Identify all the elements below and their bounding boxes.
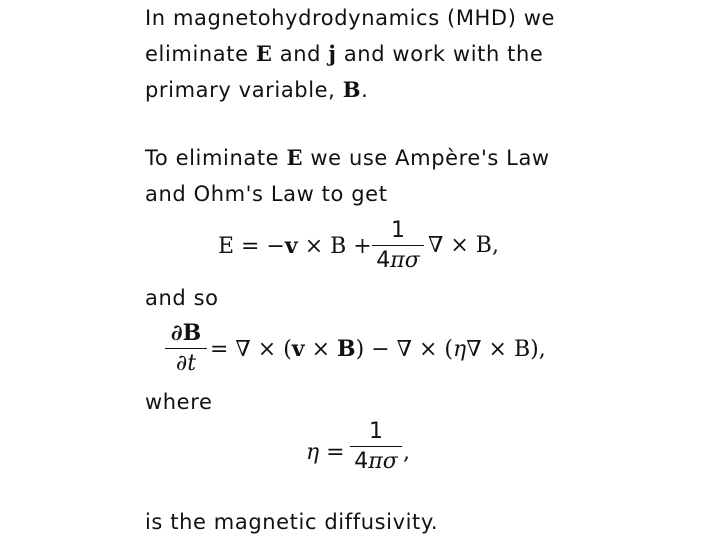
math-text: × B + [297, 234, 372, 259]
and-so-text [145, 286, 219, 310]
symbol-E-bold: E [255, 41, 273, 66]
text-span: . [361, 78, 369, 102]
fraction-numerator: 1 [369, 419, 383, 444]
math-text: E = − [218, 234, 285, 259]
equation-1-right [428, 233, 499, 258]
math-text: 4 [354, 449, 369, 475]
symbol-eta: η [306, 440, 320, 465]
closing-text [145, 510, 438, 534]
math-text: = [319, 440, 345, 465]
paragraph-1-line-2 [145, 42, 543, 66]
math-text: ∇ × B, [428, 233, 499, 258]
text-span: To eliminate [145, 146, 287, 170]
fraction-bar [165, 348, 207, 349]
fraction-bar [350, 446, 402, 447]
equation-2-fraction [165, 321, 207, 376]
math-text: ∂B [170, 320, 202, 346]
text-span: and Ohm's Law to get [145, 182, 388, 206]
text-span: and [272, 42, 329, 66]
symbol-B-bold: B [342, 77, 362, 102]
equation-3-comma [403, 440, 410, 465]
text-span: is the magnetic diffusivity. [145, 510, 439, 534]
text-span: eliminate [145, 42, 256, 66]
symbol-B-bold: B [337, 336, 356, 362]
math-text: ∇ × B), [466, 337, 546, 362]
equation-3-left [306, 440, 345, 465]
symbol-j-bold: j [328, 41, 337, 66]
math-text: ) − ∇ × ( [355, 337, 453, 362]
equation-1-left [218, 233, 372, 259]
fraction-numerator [165, 321, 207, 346]
math-text: , [403, 440, 410, 465]
math-text: πσ [390, 248, 420, 274]
math-text: 4 [376, 248, 391, 274]
where-text [145, 390, 213, 414]
fraction-bar [372, 245, 424, 246]
text-span: where [145, 390, 213, 414]
equation-1-fraction [372, 219, 424, 273]
text-span: we use Ampère's Law [303, 146, 550, 170]
paragraph-1-line-3 [145, 78, 368, 102]
fraction-denominator [372, 249, 424, 273]
paragraph-1-line-1 [145, 6, 555, 30]
symbol-eta: η [453, 337, 467, 362]
fraction-denominator: ∂t [175, 351, 197, 377]
fraction-numerator: 1 [391, 218, 405, 243]
text-span: and so [145, 286, 219, 310]
text-span: and work with the [336, 42, 544, 66]
equation-2-body [210, 336, 546, 362]
text-span: In magnetohydrodynamics (MHD) we [145, 6, 556, 30]
symbol-v-bold: v [291, 336, 305, 362]
text-span: primary variable, [145, 78, 343, 102]
paragraph-2-line-2 [145, 182, 388, 206]
symbol-v-bold: v [284, 233, 298, 259]
math-text: = ∇ × ( [210, 337, 292, 362]
symbol-E-bold: E [286, 145, 304, 170]
fraction-denominator [350, 450, 402, 474]
math-text: πσ [368, 449, 398, 475]
equation-3-fraction [350, 420, 402, 474]
math-text: × [304, 337, 338, 362]
paragraph-2-line-1 [145, 146, 550, 170]
